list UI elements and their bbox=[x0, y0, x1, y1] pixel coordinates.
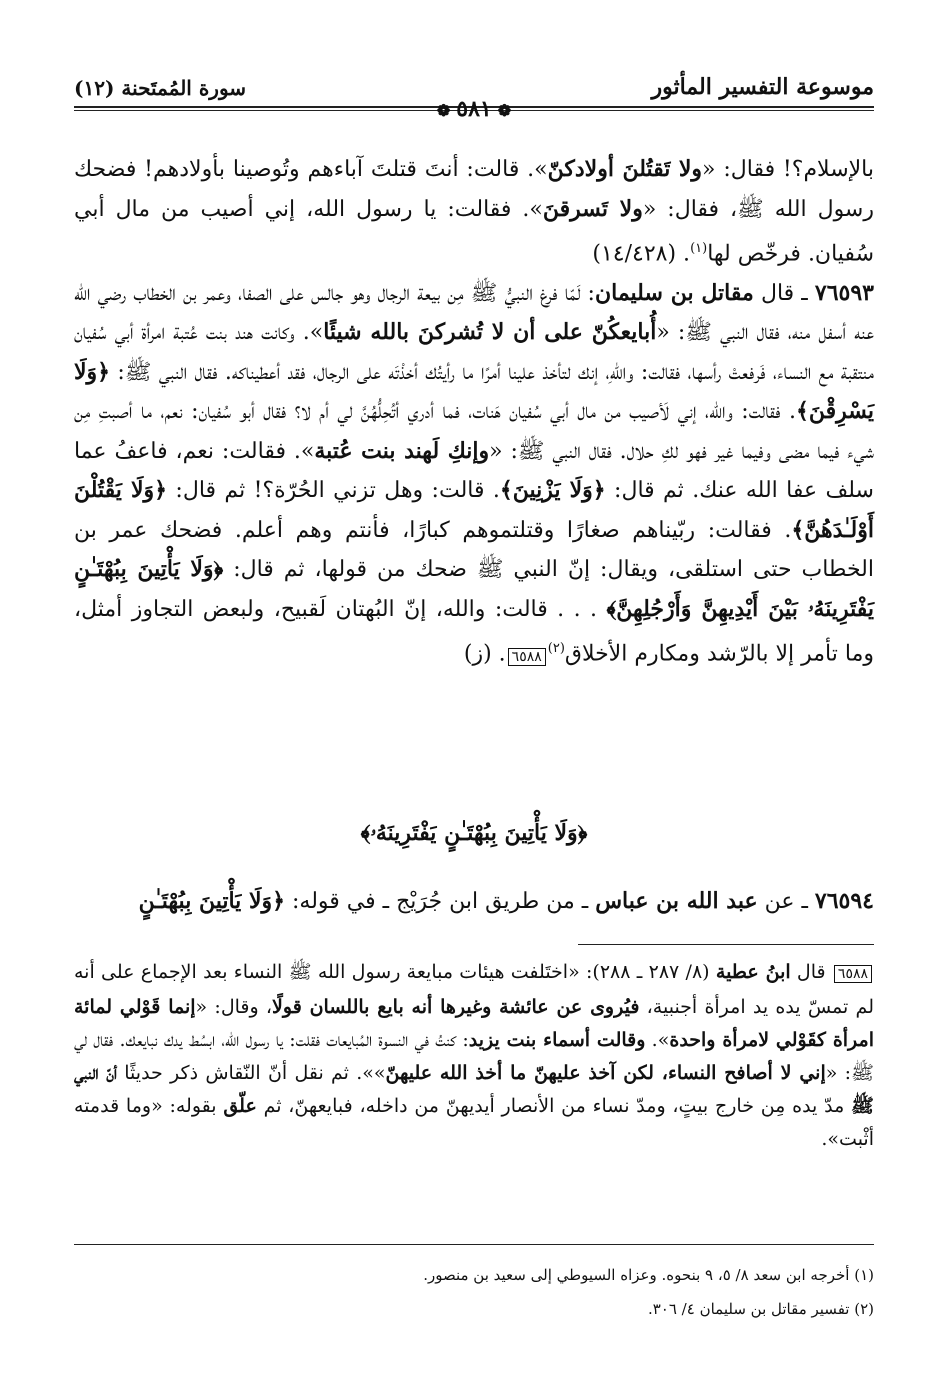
hadith-quote: وإنكِ لَهند بنت عُتبة bbox=[314, 437, 490, 464]
text-run: ». فقالت: يا رسول الله، إني أصيب من مال أبي سُفيان. فرخّص لها bbox=[74, 196, 874, 267]
bold-run: إنما قَوْلي لمائة امرأة كقَوْلي لامرأة واحدة bbox=[74, 996, 874, 1051]
book-title: موسوعة التفسير المأثور bbox=[651, 74, 874, 100]
text-run: ـ قال bbox=[753, 280, 815, 306]
text-run: ». bbox=[645, 1029, 670, 1051]
text-run: مدّ يده مِن خارج بيتٍ، ومدّ نساء من الأنصار أيديهنّ من داخله، فبايعهنّ، ثم bbox=[256, 1095, 852, 1117]
text-run: . فقالت: والله، إني لَأصيب من مال أبي سُفيان هَنات، فما أدري أتُحِلُّهُنَّ لي أم لا؟ فقال أبو سُفيان: نعم، ما أصبتِ مِن شيء فيما مضى وفيما غير فهو لكِ حلال. فقال النبي ﷺ: « bbox=[74, 399, 874, 464]
paragraph-7594 bbox=[74, 882, 874, 921]
text-run: بقوله: «وما قدمته أثْبت». bbox=[74, 1095, 874, 1150]
ayah-quote: ﴿وَلَا يَسْرِقْنَ﴾ bbox=[74, 358, 874, 425]
footnote-1: (١) أخرجه ابن سعد ٨/ ٥، ٩ بنحوه. وعزاه السيوطي إلى سعيد بن منصور. bbox=[423, 1266, 874, 1284]
page-number: ٥٨١ bbox=[456, 96, 492, 122]
page-number-wrap bbox=[74, 96, 874, 122]
bold-run: علّق bbox=[223, 1095, 257, 1117]
text-run: بالإسلام؟! فقال: « bbox=[702, 157, 874, 182]
hadith-quote: ولا تَسرقنَ bbox=[542, 195, 643, 222]
commentator-name: ابنُ عطية bbox=[715, 961, 791, 983]
text-run: ، وقال: « bbox=[195, 996, 273, 1018]
footnote-marker: (١) bbox=[690, 241, 708, 256]
paragraph-continuation bbox=[74, 150, 874, 274]
narration-number: ٧٦٥٩٣ bbox=[814, 279, 874, 306]
footnote-marker: (٢) bbox=[547, 641, 565, 657]
paragraph-7593 bbox=[74, 274, 874, 677]
text-run: »». ثم نقل أنّ النّقاش ذكر حديثًا bbox=[117, 1062, 386, 1084]
page-header bbox=[74, 62, 874, 128]
bold-run: إني لا أصافح النساء، لكن آخذ عليهنّ ما أخذ الله عليهنّ bbox=[385, 1062, 826, 1084]
text-run: . (١٤/٤٢٨) bbox=[592, 241, 691, 267]
narrator-name: عبد الله بن عباس bbox=[595, 888, 758, 914]
ayah-quote: ﴿وَلَا يَقْتُلْنَ أَوْلَـٰدَهُنَّ﴾ bbox=[74, 477, 874, 543]
text-run: : لَمّا فرغ النبيُّ ﷺ مِن بيعة الرجال وهو جالس على الصفا، وعمر بن الخطاب رضي الله عنه أسفل منه، فقال النبي ﷺ: « bbox=[74, 280, 875, 346]
text-run: ». قالت: أنتَ قتلتَ آباءهم وتُوصينا بأولادهم! فضحك رسول الله ﷺ، فقال: « bbox=[74, 157, 874, 222]
text-run: ». فقالت: نعم، فاعفُ عما سلف عفا الله عنك. ثم قال: bbox=[74, 438, 874, 504]
text-run: ـ عن bbox=[757, 889, 815, 914]
commentary-ref-box: ٦٥٨٨ bbox=[834, 965, 872, 983]
narration-number: ٧٦٥٩٤ bbox=[814, 888, 874, 914]
commentary-block bbox=[74, 956, 874, 1156]
main-text bbox=[74, 150, 874, 677]
hadith-quote: أُبايعكُنّ على أن لا تُشركنَ بالله شيئًا bbox=[323, 319, 657, 346]
text-run: . فقالت: ربّيناهم صغارًا وقتلتموهم كبارًا، فأنتم وهم أعلم. فضحك عمر بن الخطاب حتى استلقى، ويقال: إنّ النبي ﷺ ضحك من قولها، ثم قال: bbox=[74, 517, 874, 583]
text-run: (٨/ ٢٨٧ ـ ٢٨٨): «اختَلفت هيئات مبايعة رسول الله ﷺ النساء بعد الإجماع على أنه لم تمسّ يده يد امرأة أجنبية، bbox=[74, 961, 874, 1018]
ayah-quote: ﴿وَلَا يَأْتِينَ بِبُهْتَـٰنٍ يَفْتَرِينَهُۥ بَيْنَ أَيْدِيهِنَّ وَأَرْجُلِهِنَّ﴾ bbox=[74, 556, 874, 622]
footnote-separator bbox=[74, 1244, 874, 1245]
ornament-left-icon: ❁ bbox=[497, 101, 512, 120]
narrator-name: مقاتل بن سليمان bbox=[594, 279, 754, 306]
commentary-ref-box: ٦٥٨٨ bbox=[508, 648, 546, 666]
bold-run: فيُروى عن عائشة وغيرها أنه بايع باللسان قولًا bbox=[272, 996, 640, 1018]
commentary-paragraph bbox=[74, 956, 874, 1156]
hadith-quote: ولا تَقتُلنَ أولادكنّ bbox=[547, 156, 703, 182]
ayah-quote: ﴿وَلَا يَأْتِينَ بِبُهْتَـٰنٍ bbox=[138, 888, 286, 914]
ayah-quote: ﴿وَلَا يَزْنِينَ﴾ bbox=[499, 477, 606, 504]
ornament-right-icon: ❁ bbox=[436, 101, 451, 120]
text-run: . . . قالت: والله، إنّ البُهتان لَقبيح، ولبعض التجاوز أمثل، وما تأمر إلا بالرّشد ومكارم الأخلاق bbox=[74, 596, 874, 667]
text-run: ـ من طريق ابن جُرَيْج ـ في قوله: bbox=[285, 889, 596, 914]
footnotes bbox=[74, 1258, 874, 1326]
text-run: قال bbox=[790, 961, 832, 983]
footnote-2: (٢) تفسير مقاتل بن سليمان ٤/ ٣٠٦. bbox=[647, 1300, 874, 1318]
ayah-heading: ﴿وَلَا يَأْتِينَ بِبُهْتَـٰنٍ يَفْتَرِينَهُۥ﴾ bbox=[360, 820, 588, 846]
commentary-separator bbox=[578, 944, 874, 945]
bold-run: أنّ النبي ﷺ bbox=[74, 1062, 874, 1117]
surah-title: سورة المُمتَحنة (١٢) bbox=[74, 76, 247, 100]
text-run: . (ز) bbox=[463, 641, 506, 667]
bold-run: وقالت أسماء بنت يزيد bbox=[468, 1029, 646, 1051]
text-run: : كنتُ في النسوة المُبايعات فقلت: يا رسول الله، ابسُط يدك نبايعك. فقال لي ﷺ: « bbox=[74, 1029, 874, 1084]
text-run: ». وكانت هند بنت عُتبة امرأة أبي سُفيان منتقبة مع النساء، فَرفعتْ رأسها، فقالت: واللهِ، إنك لتأخذ علينا أمرًا ما رأيتُك أخذْتَه على الرجال، فقد أعطيناكه. فقال النبي ﷺ: bbox=[74, 320, 874, 385]
text-run: . قالت: وهل تزني الحُرّة؟! ثم قال: bbox=[167, 478, 500, 504]
